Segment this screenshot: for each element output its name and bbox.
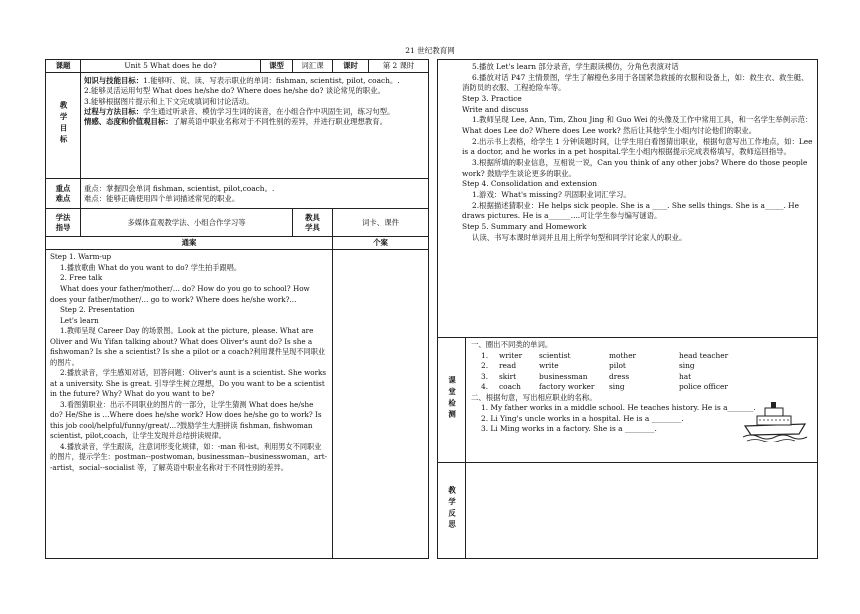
check-label-cell — [438, 338, 466, 463]
tools-value: 词卡、课件 — [333, 209, 429, 237]
difficult-label: 难点 — [55, 193, 71, 203]
check-question-2: 二、根据句意，写出相应职业的名称。 — [471, 393, 597, 403]
method-label-1: 学法 — [55, 212, 71, 222]
personal-notes-cell — [333, 250, 429, 559]
goals-label: 教学目标 — [59, 101, 69, 147]
page-header: 21 世纪教育网 — [405, 46, 455, 55]
word-option: dress — [609, 371, 630, 381]
procedure-line: 认读、书写本课时单词并且用上所学句型和同学讨论家人的职业。 — [472, 232, 687, 242]
word-option: sing — [609, 381, 625, 391]
tools-label-cell — [293, 209, 333, 237]
procedure-continued-cell — [438, 60, 818, 338]
word-choice-row — [481, 372, 812, 382]
procedure-continued-list — [462, 62, 813, 243]
steps-cell — [46, 250, 333, 559]
lesson-plan-right-table — [437, 59, 818, 559]
period-value: 第 2 课时 — [369, 60, 429, 73]
topic-label: 课题 — [46, 60, 81, 73]
step-line: 3.看图猜职业：出示不同职业的图片的一部分，让学生猜测 What does he/she do? He/She is …Where does he/she work? How does he/she go to work? Is this job cool/helpful/funny/great/...?鼓励学生大胆拼读 fishman, fishwoman scientist, pilot,coach，让学生发现并总结拼读规律。 — [50, 399, 322, 441]
tools-label-1: 教具 — [305, 212, 320, 222]
procedure-line: Step 4. Consolidation and extension — [462, 179, 598, 189]
word-option: police officer — [679, 381, 728, 391]
check-cell — [466, 338, 818, 463]
topic-value: Unit 5 What does he do? — [81, 60, 261, 73]
step-line: Step 1. Warm-up — [50, 252, 112, 262]
method-value: 多媒体直观教学法、小组合作学习等 — [81, 209, 293, 237]
word-option: read — [499, 361, 517, 371]
procedure-line: 3.根据所填的职业信息，互相说一说，Can you think of any other jobs? Where do those people work? 鼓励学生谈论更多的职业。 — [462, 157, 808, 178]
period-label: 课时 — [333, 60, 369, 73]
key-label: 重点 — [55, 183, 71, 193]
fill-sentence: 2. Li Ying's uncle works in a hospital. He is a ________. — [481, 413, 684, 423]
col-personal-header: 个案 — [333, 237, 429, 250]
procedure-line: Write and discuss — [462, 104, 529, 114]
lesson-plan-left-table — [45, 59, 429, 559]
goal-2: 2.能够灵活运用句型 What does he/she do? Where does he/she do? 谈论常见的职业。 — [84, 86, 385, 96]
reflect-cell — [466, 463, 818, 559]
procedure-line: 1.游戏：What's missing? 巩固职业词汇学习。 — [472, 189, 631, 199]
difficult-point: 难点：能够正确使用四个单词描述常见的职业。 — [84, 193, 240, 203]
col-common-header: 通案 — [46, 237, 333, 250]
type-value: 词汇课 — [293, 60, 333, 73]
procedure-line: Step 5. Summary and Homework — [462, 221, 587, 231]
reflect-label-cell — [438, 463, 466, 559]
word-option: write — [539, 361, 559, 371]
step-line: Let's learn — [60, 315, 99, 325]
procedure-line: 6.播放对话 P47 主情景图，学生了解橙色多用于各国紧急救援的衣服和设备上，如：救生衣、救生艇、消防员的衣服、工程抢险车等。 — [462, 72, 809, 93]
step-line: 4.播放录音，学生跟读，注意词形变化规律，如：-man 和-ist。利用男女不同职业的图片，提示学生：postman--postwoman, businessman--businesswoman，art--artist，social--socialist 等，了解英语中职业名称对于不同性别的差异。 — [50, 441, 328, 472]
method-label-2: 指导 — [55, 222, 71, 232]
row-number: 4. — [481, 381, 489, 391]
fill-sentence: 1. My father works in a middle school. He teaches history. He is a_______. — [481, 403, 756, 413]
word-option: pilot — [609, 361, 626, 371]
word-choice-row — [481, 361, 812, 371]
goal-5: 情感、态度和价值观目标：了解英语中职业名称对于不同性别的差异，并进行职业理想教育。 — [84, 117, 388, 127]
check-question-1: 一、圈出不同类的单词。 — [471, 340, 553, 349]
word-option: factory worker — [539, 381, 595, 391]
row-number: 3. — [481, 371, 489, 381]
procedure-line: 2.根据描述猜职业：He helps sick people. She is a ____. She sells things. She is a_____. He draws pictures. He is a______....可让学生参与编写谜语。 — [462, 200, 799, 221]
goals-cell — [81, 73, 429, 179]
step-line: 1.播放歌曲 What do you want to do? 学生拍手跟唱。 — [60, 262, 242, 272]
word-option: businessman — [539, 371, 588, 381]
word-choice-list — [481, 351, 812, 392]
step-line: What does your father/mother/… do? How do you go to school? How does your father/mother/… go to work? Where does he/she work?... — [50, 283, 310, 304]
word-option: hat — [679, 371, 692, 381]
goal-4: 过程与方法目标：学生通过听录音、模仿学习生词的读音，在小组合作中巩固生词，练习句型。 — [84, 106, 395, 116]
word-option: writer — [499, 351, 523, 361]
tools-label-2: 学具 — [305, 222, 320, 232]
word-option: sing — [679, 361, 695, 371]
key-point: 重点：掌握四会单词 fishman, scientist, pilot,coach。. — [84, 183, 275, 193]
procedure-line: 1.教师呈现 Lee, Ann, Tim, Zhou Jing 和 Guo Wei 的头像及工作中常用工具，和一名学生举例示范：What does Lee do? Where does Lee work? 然后让其他学生小组内讨论他们的职业。 — [462, 115, 813, 135]
key-label-cell — [46, 179, 81, 209]
row-number: 1. — [481, 351, 489, 361]
step-line: 2. Free talk — [60, 273, 103, 283]
word-option: coach — [499, 381, 521, 391]
step-line: Step 2. Presentation — [60, 305, 135, 315]
type-label: 课型 — [261, 60, 293, 73]
goal-3: 3.能够根据图片提示和上下文完成填词和讨论活动。 — [84, 96, 254, 106]
procedure-line: 5.播放 Let's learn 部分录音，学生跟读模仿，分角色表演对话 — [472, 62, 679, 71]
goals-label-cell — [46, 73, 81, 179]
step-line: 1.教师呈现 Career Day 的场景图。Look at the picture, please. What are Oliver and Wu Yifan talking about? What does Oliver's aunt do? Is she a fishwoman? Is she a scientist? Is she a pilot or a coach?利用课件呈现不同职业的图片。 — [50, 326, 326, 367]
word-option: head teacher — [679, 351, 729, 361]
word-choice-row — [481, 382, 812, 392]
word-option: mother — [609, 351, 637, 361]
procedure-line: Step 3. Practice — [462, 93, 522, 103]
fill-sentence: 3. Li Ming works in a factory. She is a ________. — [481, 423, 657, 433]
check-label: 课堂检测 — [447, 375, 457, 422]
procedure-line: 2.出示书上表格，给学生 1 分钟读题时间，让学生用白看图猜出职业，根据句意写出工作地点，如：Lee is a doctor, and he works in a pet hospital.学生小组内根据提示完成表格填写，教师巡回指导。 — [462, 136, 813, 157]
word-option: skirt — [499, 371, 517, 381]
reflect-label: 教学反思 — [447, 486, 457, 532]
ship-illustration — [743, 400, 813, 442]
steps-list — [50, 252, 328, 473]
step-line: 2.播放录音，学生感知对话，回答问题：Oliver's aunt is a scientist. She works at a university. She is great. 引导学生树立理想，Do you want to be a scientist in the future? Why? What do you want to be? — [50, 368, 327, 399]
goal-1: 知识与技能目标：1.能够听、说、读、写表示职业的单词：fishman, scientist, pilot, coach。. — [84, 76, 400, 86]
key-cell — [81, 179, 429, 209]
word-choice-row — [481, 351, 812, 361]
method-label-cell — [46, 209, 81, 237]
row-number: 2. — [481, 361, 489, 371]
word-option: scientist — [539, 351, 571, 361]
